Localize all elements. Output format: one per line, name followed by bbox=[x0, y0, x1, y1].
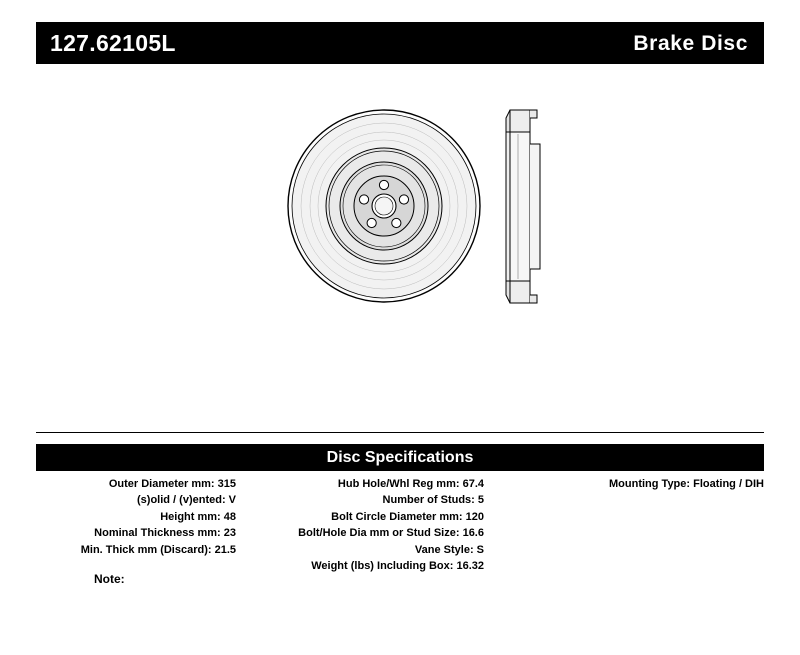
spec-item: Bolt/Hole Dia mm or Stud Size: 16.6 bbox=[298, 527, 484, 540]
header-bar bbox=[36, 22, 764, 64]
spec-columns bbox=[36, 476, 764, 586]
spec-item: Bolt Circle Diameter mm: 120 bbox=[331, 510, 484, 523]
note-label: Note: bbox=[94, 572, 125, 586]
spec-column-left bbox=[36, 476, 236, 558]
spec-item: (s)olid / (v)ented: V bbox=[137, 494, 236, 507]
spec-item: Height mm: 48 bbox=[160, 510, 236, 523]
spec-item: Vane Style: S bbox=[414, 543, 484, 556]
spec-column-right bbox=[492, 476, 764, 492]
spec-item: Weight (lbs) Including Box: 16.32 bbox=[311, 560, 484, 573]
spec-item: Number of Studs: 5 bbox=[382, 494, 484, 507]
part-number: 127.62105L bbox=[50, 29, 176, 56]
spec-item: Mounting Type: Floating / DIH bbox=[609, 478, 764, 490]
spec-column-middle bbox=[244, 476, 484, 574]
rotor-edge-view bbox=[496, 104, 566, 309]
spec-section-header bbox=[36, 444, 764, 471]
spec-item: Hub Hole/Whl Reg mm: 67.4 bbox=[337, 478, 484, 490]
technical-drawing bbox=[36, 80, 764, 390]
rotor-face-view bbox=[286, 108, 482, 304]
spec-item: Min. Thick mm (Discard): 21.5 bbox=[80, 543, 236, 556]
spec-item: Outer Diameter mm: 315 bbox=[108, 478, 236, 490]
spec-item: Nominal Thickness mm: 23 bbox=[94, 527, 236, 540]
page-title: Brake Disc bbox=[633, 31, 748, 55]
section-divider bbox=[36, 432, 764, 433]
spec-section-title: Disc Specifications bbox=[326, 448, 474, 466]
